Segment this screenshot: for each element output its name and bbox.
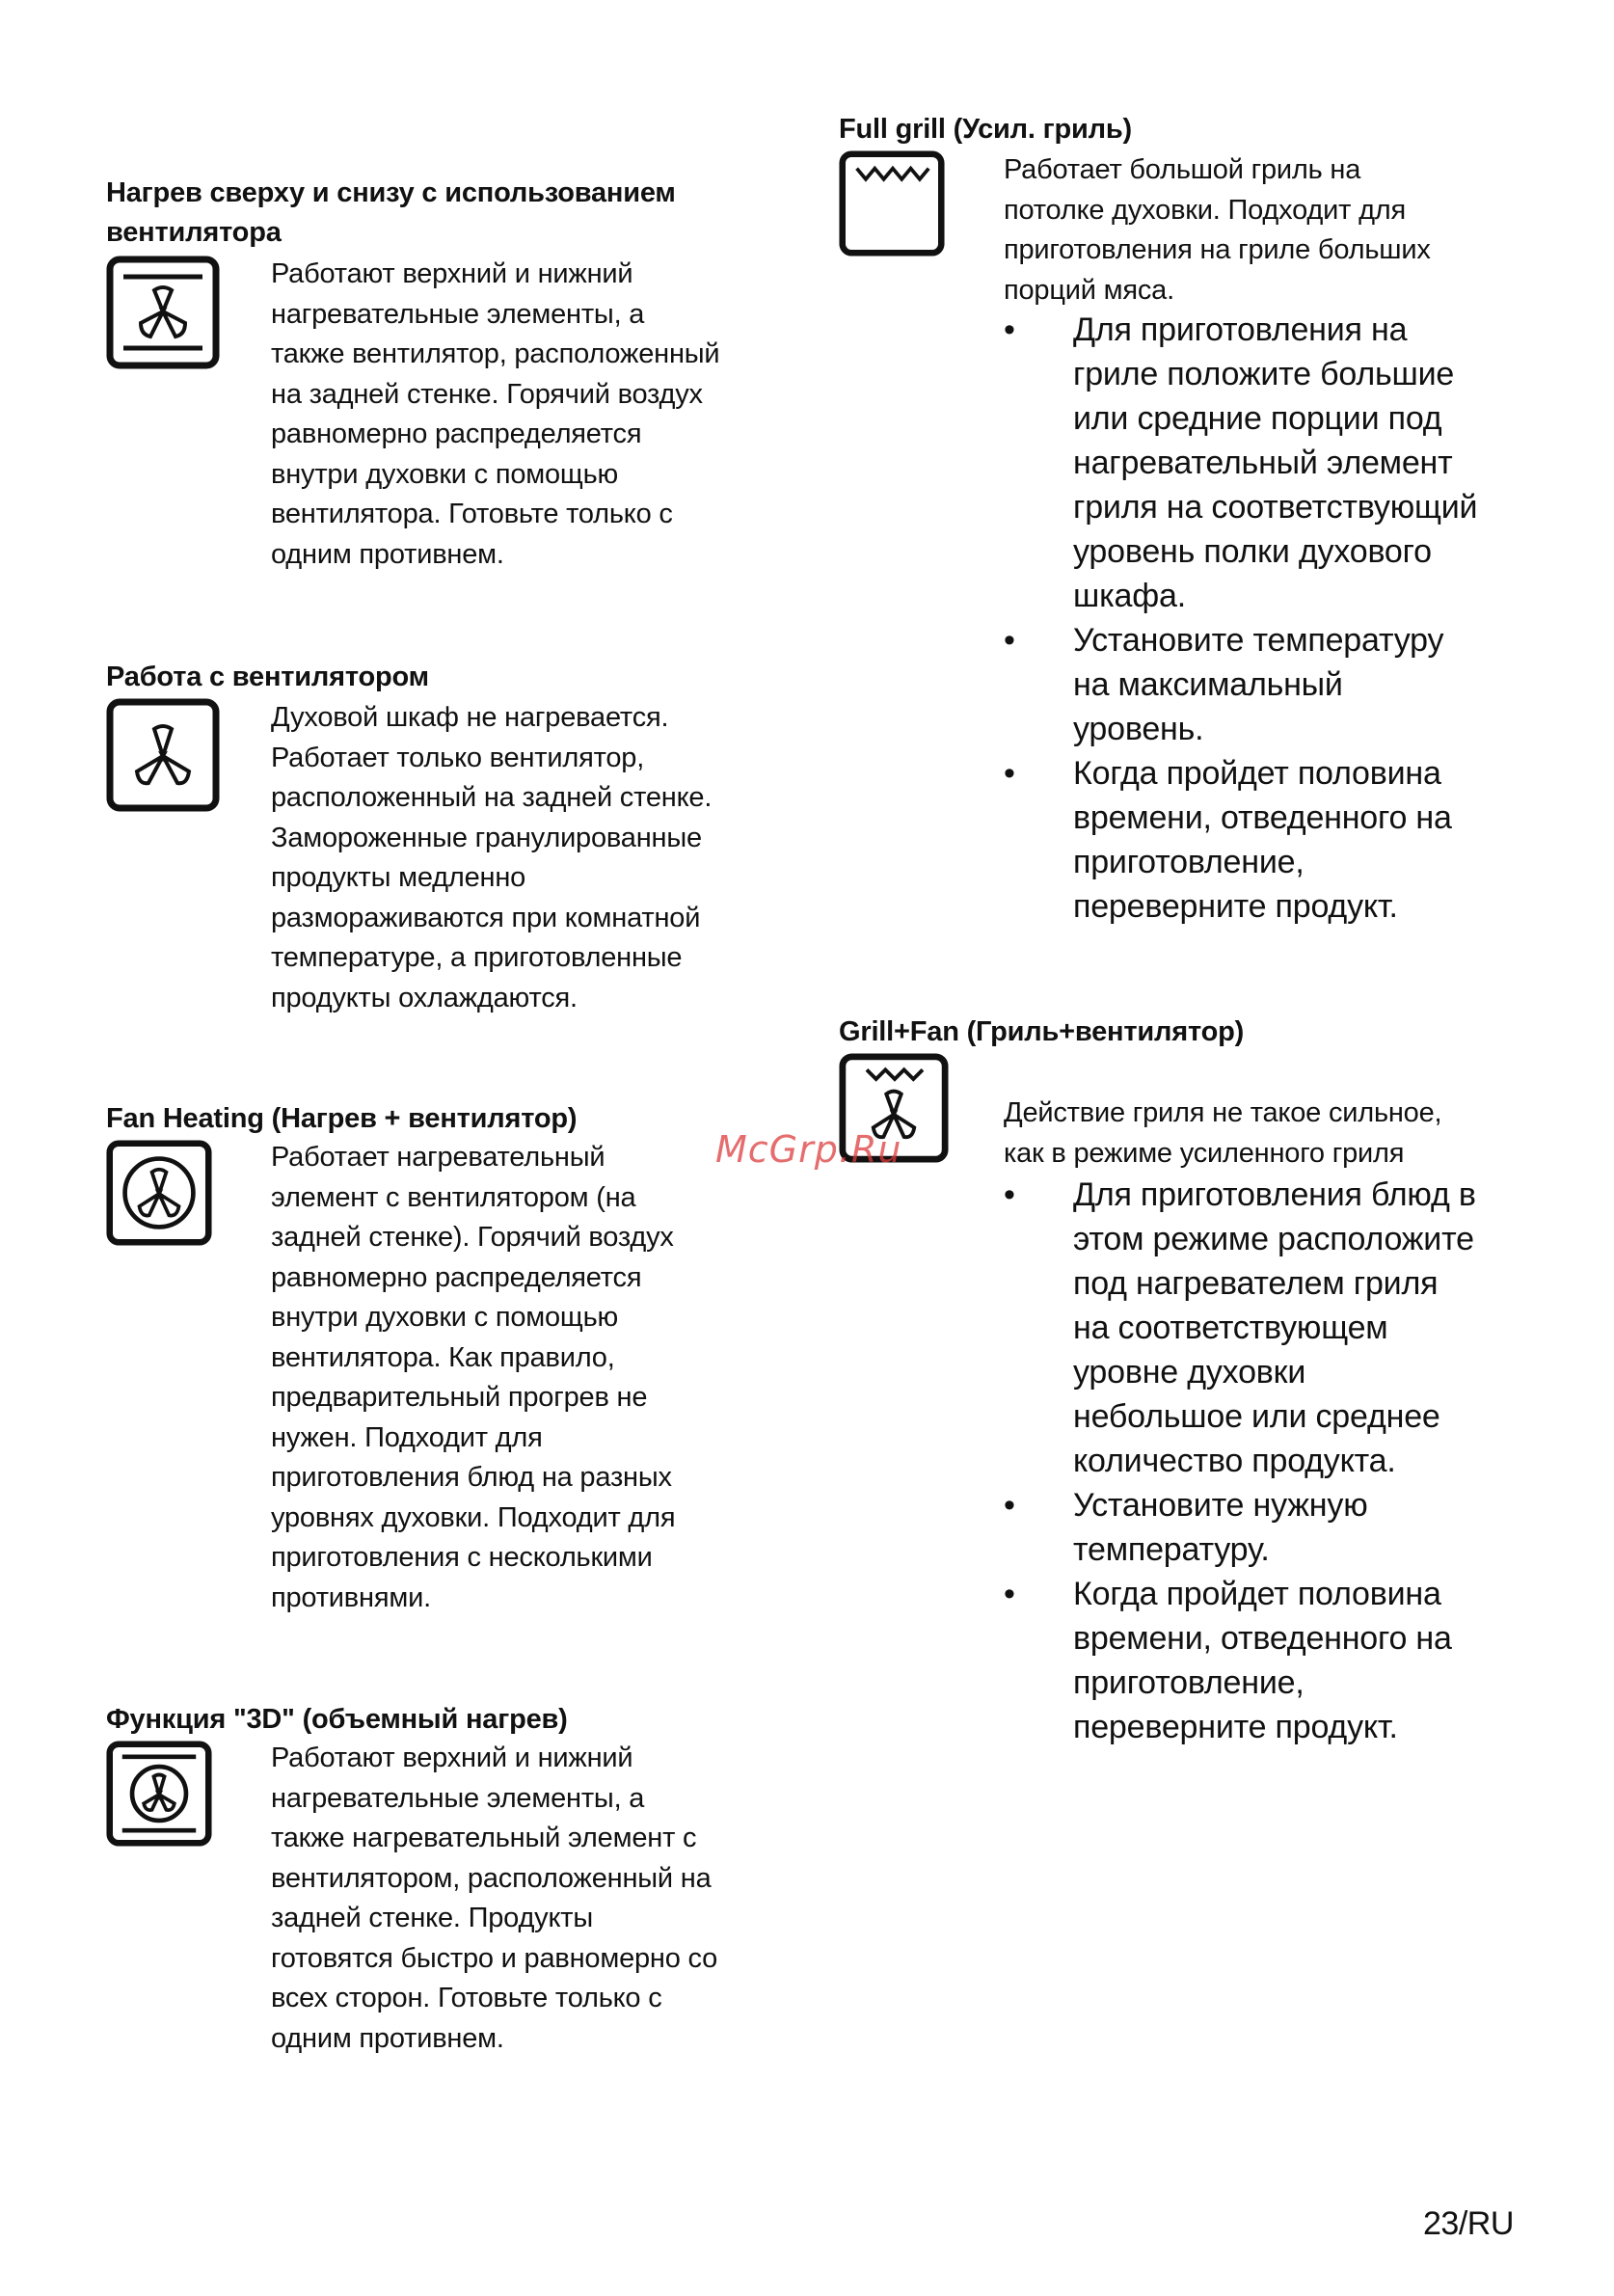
section-heading: Grill+Fan (Гриль+вентилятор) xyxy=(839,1016,1245,1047)
fan-icon xyxy=(106,698,220,812)
section-heading: Fan Heating (Нагрев + вентилятор) xyxy=(106,1103,578,1134)
3d-heating-icon xyxy=(106,1741,212,1847)
section-description xyxy=(1004,150,1524,311)
text-line: одним противнем. xyxy=(271,2022,504,2054)
page-number: 23/RU xyxy=(1423,2205,1514,2242)
section-grill-fan xyxy=(839,1013,1533,1745)
text-line: Когда пройдет половина xyxy=(1073,1576,1441,1612)
text-line: задней стенке. Продукты xyxy=(271,1903,594,1933)
text-line: Замороженные гранулированные xyxy=(271,822,702,853)
section-3d-heating xyxy=(106,1700,762,2054)
text-line: противнями. xyxy=(271,1581,431,1613)
full-grill-icon xyxy=(839,150,945,257)
section-heading: Нагрев сверху и снизу с использованием вентилятора xyxy=(106,177,676,248)
text-line: продукты медленно xyxy=(271,862,526,893)
text-line: приготовления с несколькими xyxy=(271,1542,653,1573)
text-line: времени, отведенного на xyxy=(1073,799,1452,836)
bullet-mark: • xyxy=(1004,1487,1015,1524)
section-heading: Функция "3D" (объемный нагрев) xyxy=(106,1704,568,1735)
text-line: температуре, а приготовленные xyxy=(271,942,683,973)
text-line: переверните продукт. xyxy=(1073,1709,1398,1745)
text-line: температуру. xyxy=(1073,1531,1270,1568)
text-line: на максимальный xyxy=(1073,666,1343,703)
text-line: внутри духовки с помощью xyxy=(271,1302,619,1333)
text-line: равномерно распределяется xyxy=(271,1261,642,1293)
text-line: приготовления блюд на разных xyxy=(271,1462,672,1493)
section-description xyxy=(271,1739,763,2059)
bullet-mark: • xyxy=(1004,755,1015,792)
text-line: порций мяса. xyxy=(1004,274,1174,306)
text-line: Установите температуру xyxy=(1073,622,1444,659)
text-line: Работает большой гриль на xyxy=(1004,154,1361,185)
text-line: переверните продукт. xyxy=(1073,888,1398,925)
text-line: также нагревательный элемент с xyxy=(271,1823,697,1853)
text-line: уровень. xyxy=(1073,711,1204,747)
watermark: McGrp.Ru xyxy=(715,1128,902,1171)
text-line: всех сторон. Готовьте только с xyxy=(271,1983,662,2013)
list-item xyxy=(1004,618,1544,751)
text-line: на задней стенке. Горячий воздух xyxy=(271,378,703,410)
bullet-mark: • xyxy=(1004,622,1015,659)
text-line: Действие гриля не такое сильное, xyxy=(1004,1097,1442,1128)
section-heading: Работа с вентилятором xyxy=(106,662,429,692)
bullet-mark: • xyxy=(1004,1176,1015,1213)
text-line: нагревательные элементы, а xyxy=(271,1782,645,1814)
section-description xyxy=(271,698,763,1018)
text-line: приготовления на гриле больших xyxy=(1004,234,1431,265)
text-line: приготовление, xyxy=(1073,1664,1305,1701)
text-line: как в режиме усиленного гриля xyxy=(1004,1137,1405,1169)
text-line: Когда пройдет половина xyxy=(1073,755,1441,792)
list-item xyxy=(1004,1173,1544,1483)
section-description xyxy=(271,1138,763,1618)
section-fan xyxy=(106,658,762,1013)
text-line: приготовление, xyxy=(1073,844,1305,880)
section-heading: Full grill (Усил. гриль) xyxy=(839,114,1132,145)
text-line: уровень полки духового xyxy=(1073,533,1432,570)
text-line: под нагревателем гриля xyxy=(1073,1265,1439,1302)
text-line: Работает только вентилятор, xyxy=(271,742,645,773)
top-bottom-fan-icon xyxy=(106,256,220,369)
text-line: расположенный на задней стенке. xyxy=(271,782,713,813)
text-line: шкафа. xyxy=(1073,578,1186,614)
text-line: вентилятора. Готовьте только с xyxy=(271,499,673,529)
text-line: вентилятором, расположенный на xyxy=(271,1862,712,1894)
text-line: Установите нужную xyxy=(1073,1487,1368,1524)
text-line: Работают верхний и нижний xyxy=(271,258,633,289)
text-line: размораживаются при комнатной xyxy=(271,902,701,933)
text-line: элемент с вентилятором (на xyxy=(271,1181,636,1213)
text-line: времени, отведенного на xyxy=(1073,1620,1452,1657)
section-full-grill xyxy=(839,110,1533,925)
list-item xyxy=(1004,308,1544,618)
text-line: Духовой шкаф не нагревается. xyxy=(271,702,669,733)
text-line: равномерно распределяется xyxy=(271,419,642,449)
text-line: задней стенке). Горячий воздух xyxy=(271,1222,674,1253)
text-line: потолке духовки. Подходит для xyxy=(1004,194,1407,226)
text-line: Для приготовления на xyxy=(1073,311,1408,348)
text-line: нагревательные элементы, а xyxy=(271,298,645,330)
bullet-mark: • xyxy=(1004,311,1015,348)
list-item xyxy=(1004,1572,1544,1749)
text-line: уровне духовки xyxy=(1073,1354,1306,1391)
text-line: уровнях духовки. Подходит для xyxy=(271,1501,676,1533)
section-fan-heating xyxy=(106,1099,762,1613)
bullet-mark: • xyxy=(1004,1576,1015,1612)
text-line: вентилятора. Как правило, xyxy=(271,1341,615,1373)
text-line: гриле положите большие xyxy=(1073,356,1455,392)
text-line: этом режиме расположите xyxy=(1073,1221,1474,1257)
section-top-bottom-fan xyxy=(106,174,762,570)
list-item xyxy=(1004,1483,1544,1572)
instructions-list xyxy=(1004,1173,1544,1749)
text-line: на соответствующем xyxy=(1073,1310,1388,1346)
text-line: небольшое или среднее xyxy=(1073,1398,1440,1435)
text-line: или средние порции под xyxy=(1073,400,1442,437)
text-line: продукты охлаждаются. xyxy=(271,982,578,1013)
section-description xyxy=(271,255,763,575)
ring-fan-icon xyxy=(106,1140,212,1246)
list-item xyxy=(1004,751,1544,929)
text-line: нужен. Подходит для xyxy=(271,1421,543,1453)
text-line: гриля на соответствующий xyxy=(1073,489,1478,526)
text-line: одним противнем. xyxy=(271,538,504,570)
text-line: количество продукта. xyxy=(1073,1443,1396,1479)
text-line: готовятся быстро и равномерно со xyxy=(271,1942,718,1974)
text-line: предварительный прогрев не xyxy=(271,1382,648,1413)
instructions-list xyxy=(1004,308,1544,929)
text-line: Работают верхний и нижний xyxy=(271,1742,633,1773)
text-line: также вентилятор, расположенный xyxy=(271,338,720,369)
text-line: Для приготовления блюд в xyxy=(1073,1176,1476,1213)
section-description xyxy=(1004,1094,1524,1174)
text-line: внутри духовки с помощью xyxy=(271,458,619,490)
text-line: нагревательный элемент xyxy=(1073,445,1453,481)
text-line: Работает нагревательный xyxy=(271,1142,605,1173)
